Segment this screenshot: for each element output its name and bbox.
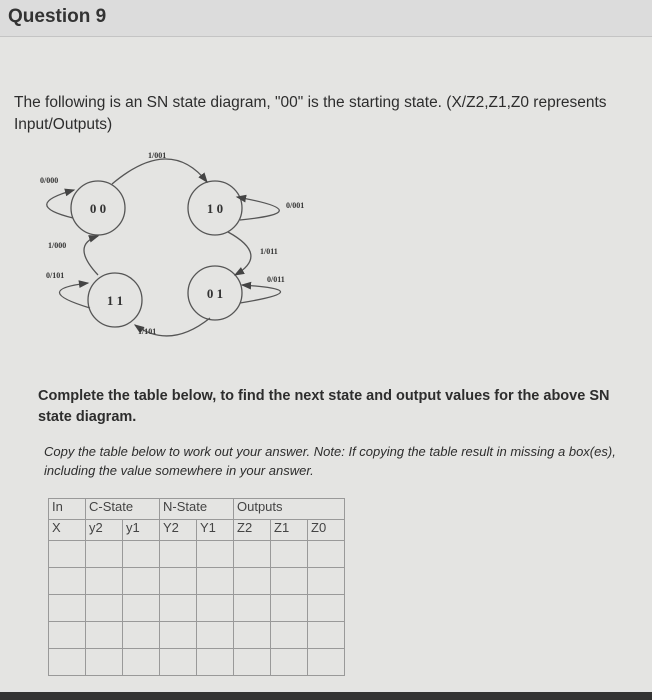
table-cell xyxy=(123,595,160,622)
table-cell xyxy=(308,649,345,676)
column-header: y2 xyxy=(86,520,123,541)
table-cell xyxy=(234,568,271,595)
table-cell xyxy=(123,541,160,568)
note-text: Copy the table below to work out your answer. Note: If copying the table result in missing a box(es), including the value somewhere in your answer. xyxy=(44,444,616,478)
table-cell xyxy=(49,622,86,649)
transition-label: 1/011 xyxy=(260,247,278,256)
table-cell xyxy=(197,649,234,676)
table-cell xyxy=(160,649,197,676)
table-row xyxy=(49,622,345,649)
transition-label: 0/011 xyxy=(267,275,285,284)
group-header: Outputs xyxy=(234,499,345,520)
column-header: Z2 xyxy=(234,520,271,541)
question-text: The following is an SN state diagram, "00" is the starting state. (X/Z2,Z1,Z0 represents Input/Outputs) xyxy=(14,94,607,133)
table-cell xyxy=(86,649,123,676)
state-label: 1 0 xyxy=(206,201,224,216)
table-cell xyxy=(271,649,308,676)
table-cell xyxy=(308,568,345,595)
table-cell xyxy=(160,622,197,649)
group-header-row xyxy=(49,499,345,520)
table-cell xyxy=(86,541,123,568)
transition-label: 1/000 xyxy=(48,241,67,250)
table-cell xyxy=(86,568,123,595)
table-row xyxy=(49,649,345,676)
state-diagram xyxy=(20,140,340,340)
table-cell xyxy=(49,568,86,595)
table-cell xyxy=(49,649,86,676)
table-cell xyxy=(234,622,271,649)
table-cell xyxy=(197,622,234,649)
column-header: Y1 xyxy=(197,520,234,541)
column-header: X xyxy=(49,520,86,541)
table-cell xyxy=(123,622,160,649)
table-cell xyxy=(271,568,308,595)
table-row xyxy=(49,568,345,595)
column-header: Z0 xyxy=(308,520,345,541)
table-row xyxy=(49,541,345,568)
table-cell xyxy=(160,541,197,568)
taskbar xyxy=(0,692,652,700)
group-header: N-State xyxy=(160,499,234,520)
table-cell xyxy=(86,595,123,622)
column-header: Z1 xyxy=(271,520,308,541)
question-header xyxy=(0,0,652,37)
column-header-row xyxy=(49,520,345,541)
table-cell xyxy=(86,622,123,649)
state-label: 0 0 xyxy=(89,201,107,216)
group-header: In xyxy=(49,499,86,520)
table-cell xyxy=(197,541,234,568)
table-cell xyxy=(308,541,345,568)
state-label: 0 1 xyxy=(206,286,224,301)
table-cell xyxy=(308,595,345,622)
table-cell xyxy=(234,649,271,676)
task-text: Complete the table below, to find the next state and output values for the above SN state diagram. xyxy=(38,388,610,425)
table-row xyxy=(49,595,345,622)
table-cell xyxy=(123,649,160,676)
question-title: Question 9 xyxy=(8,6,107,27)
transition-label: 0/001 xyxy=(286,201,305,210)
column-header: y1 xyxy=(123,520,160,541)
transition-label: 0/101 xyxy=(46,271,65,280)
transition-label: 1/101 xyxy=(138,327,157,336)
state-label: 1 1 xyxy=(106,293,124,308)
table-cell xyxy=(49,595,86,622)
table-cell xyxy=(234,541,271,568)
table-cell xyxy=(197,595,234,622)
table-cell xyxy=(271,622,308,649)
transition-label: 1/001 xyxy=(148,151,167,160)
table-cell xyxy=(49,541,86,568)
column-header: Y2 xyxy=(160,520,197,541)
table-cell xyxy=(160,568,197,595)
table-cell xyxy=(123,568,160,595)
table-cell xyxy=(234,595,271,622)
transition-label: 0/000 xyxy=(40,176,59,185)
state-table xyxy=(48,498,345,676)
group-header: C-State xyxy=(86,499,160,520)
table-cell xyxy=(197,568,234,595)
table-cell xyxy=(308,622,345,649)
table-cell xyxy=(271,595,308,622)
table-cell xyxy=(160,595,197,622)
table-cell xyxy=(271,541,308,568)
